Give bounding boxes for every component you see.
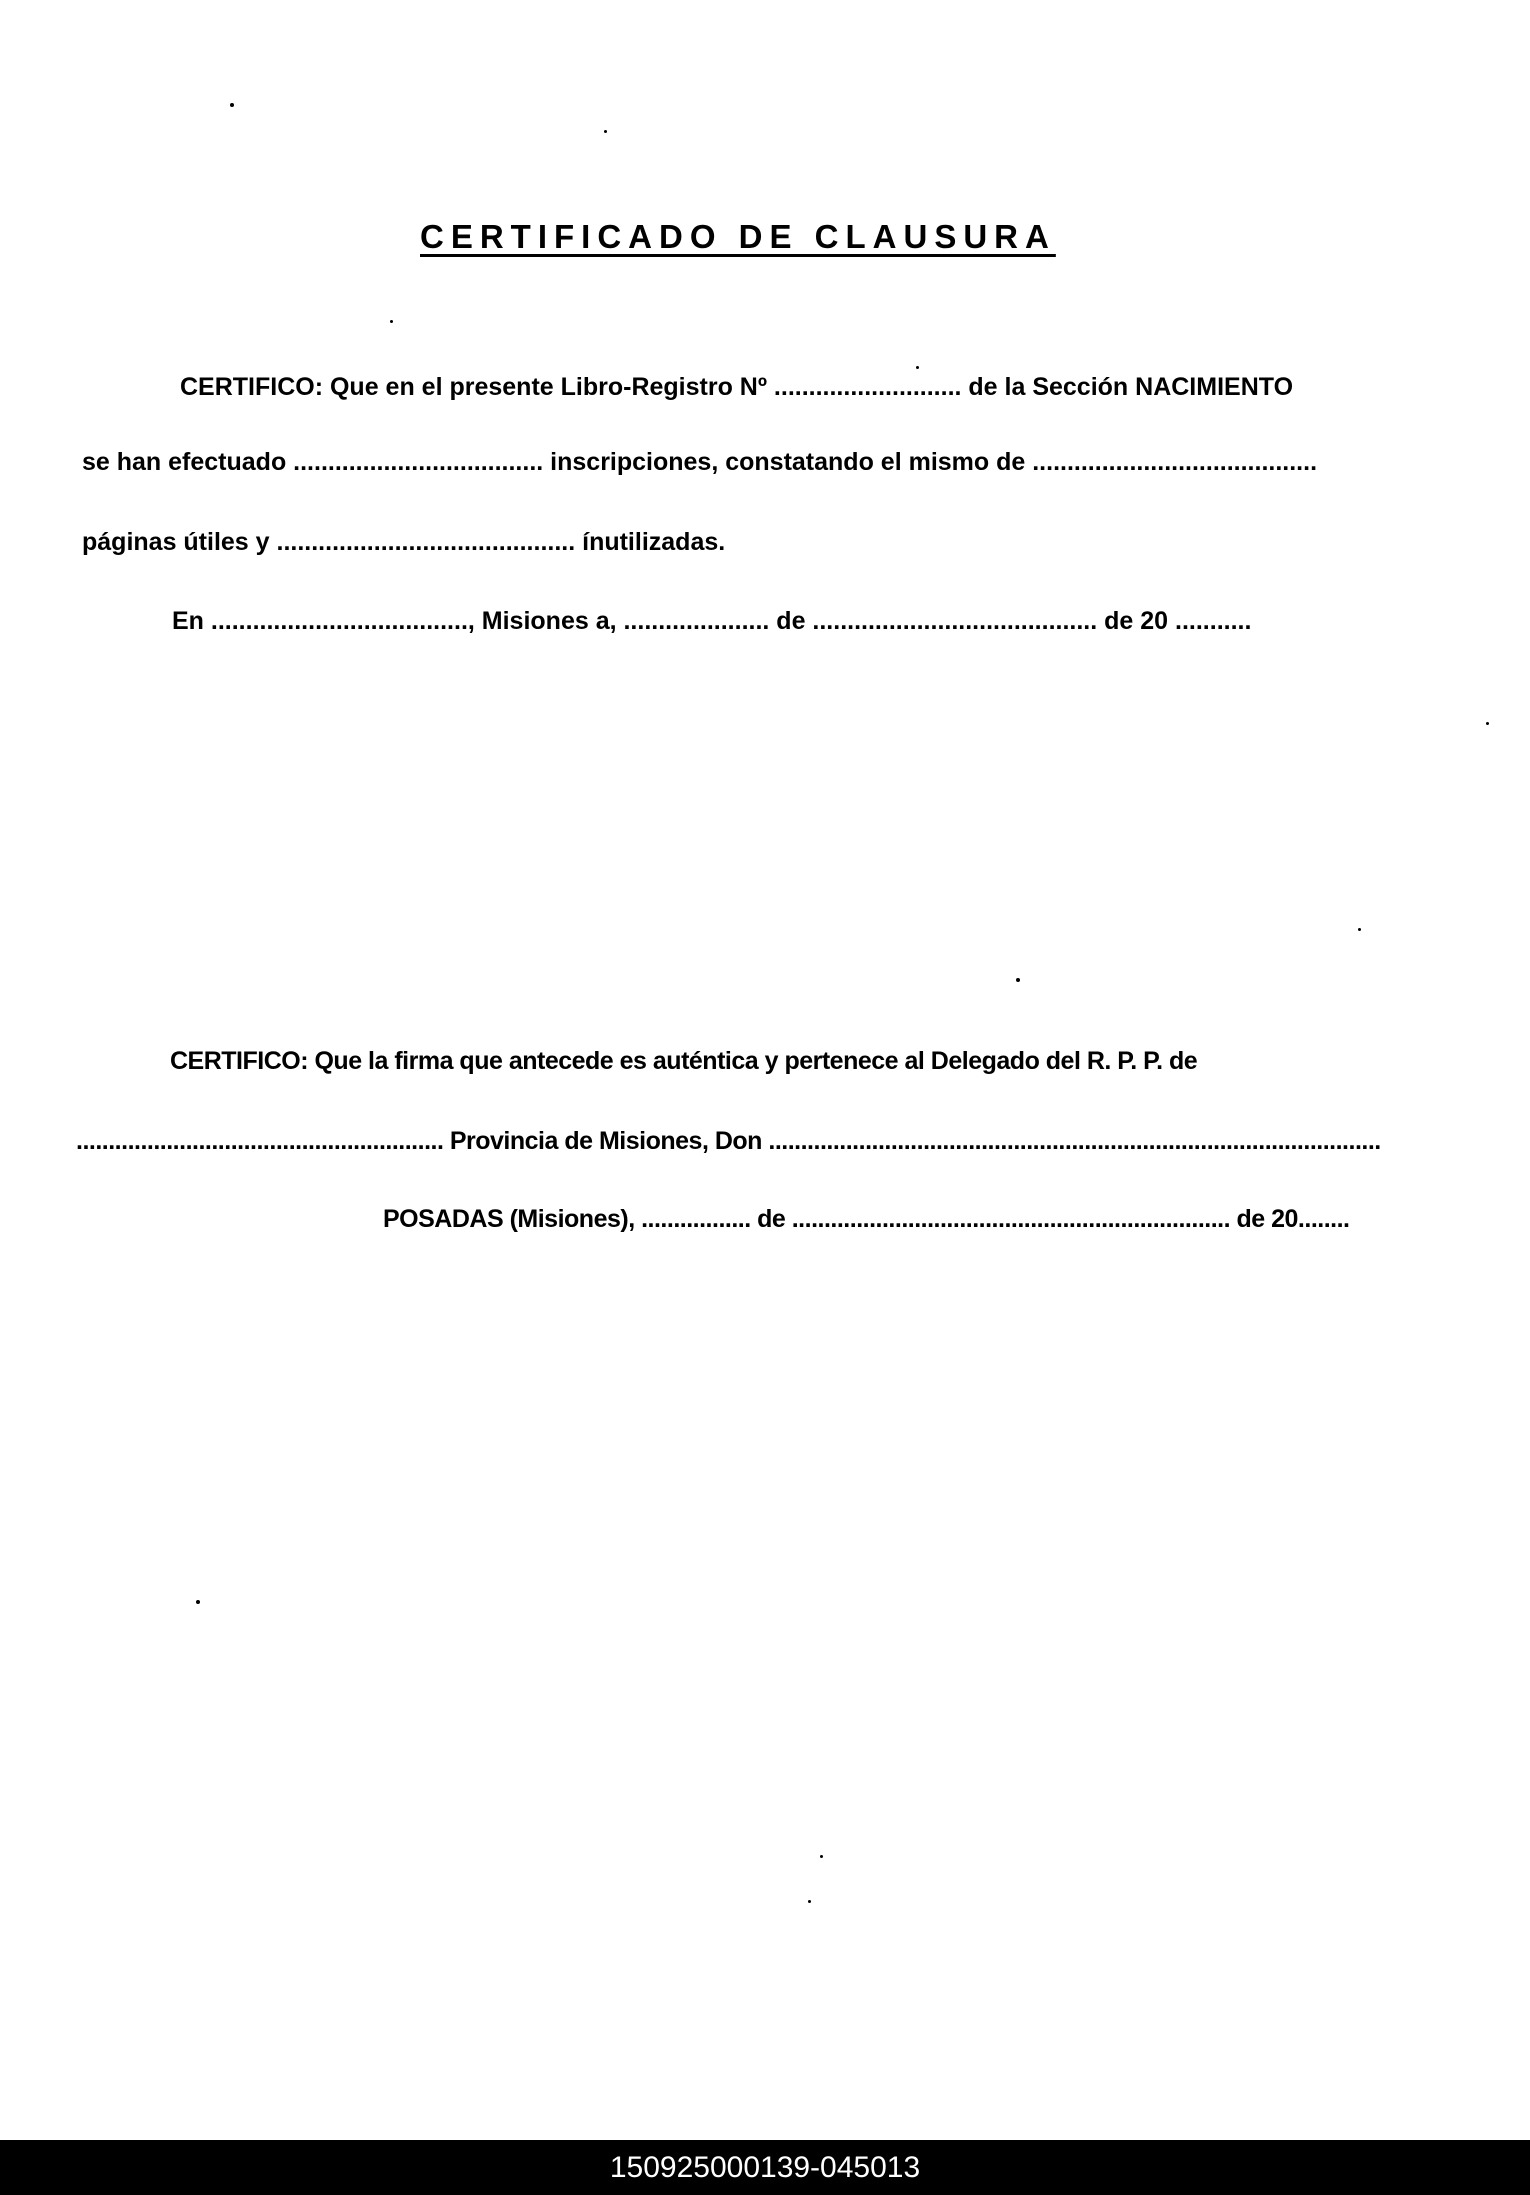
firma-line-1: CERTIFICO: Que la firma que antecede es auténtica y pertenece al Delegado del R. P. P. de [170, 1047, 1198, 1075]
scan-speck [1358, 928, 1361, 931]
scan-speck [1486, 722, 1489, 725]
firma-line-3: POSADAS (Misiones), ................. de .................................................................... de 20........ [383, 1205, 1350, 1233]
document-title: CERTIFICADO DE CLAUSURA [420, 218, 1056, 255]
scan-speck [390, 320, 393, 323]
scan-speck [230, 103, 234, 107]
scan-speck [1016, 978, 1020, 982]
certifico-line-3: páginas útiles y ........................................... ínutilizadas. [82, 528, 726, 556]
firma-line-2: ......................................................... Provincia de Misiones, Don ............................................................................................... [76, 1127, 1381, 1155]
certifico-line-2: se han efectuado .................................... inscripciones, constatando el mismo de ......................................... [82, 448, 1318, 476]
certifico-line-4: En ....................................., Misiones a, ..................... de ......................................... de 20 ........... [172, 607, 1252, 635]
scan-speck [808, 1900, 811, 1903]
scan-speck [196, 1600, 200, 1604]
scan-speck [916, 366, 919, 369]
scan-speck [820, 1855, 823, 1858]
scan-speck [604, 130, 607, 133]
document-code-footer: 150925000139-045013 [0, 2140, 1530, 2195]
certifico-line-1: CERTIFICO: Que en el presente Libro-Registro Nº ........................... de la Sección NACIMIENTO [180, 373, 1294, 401]
